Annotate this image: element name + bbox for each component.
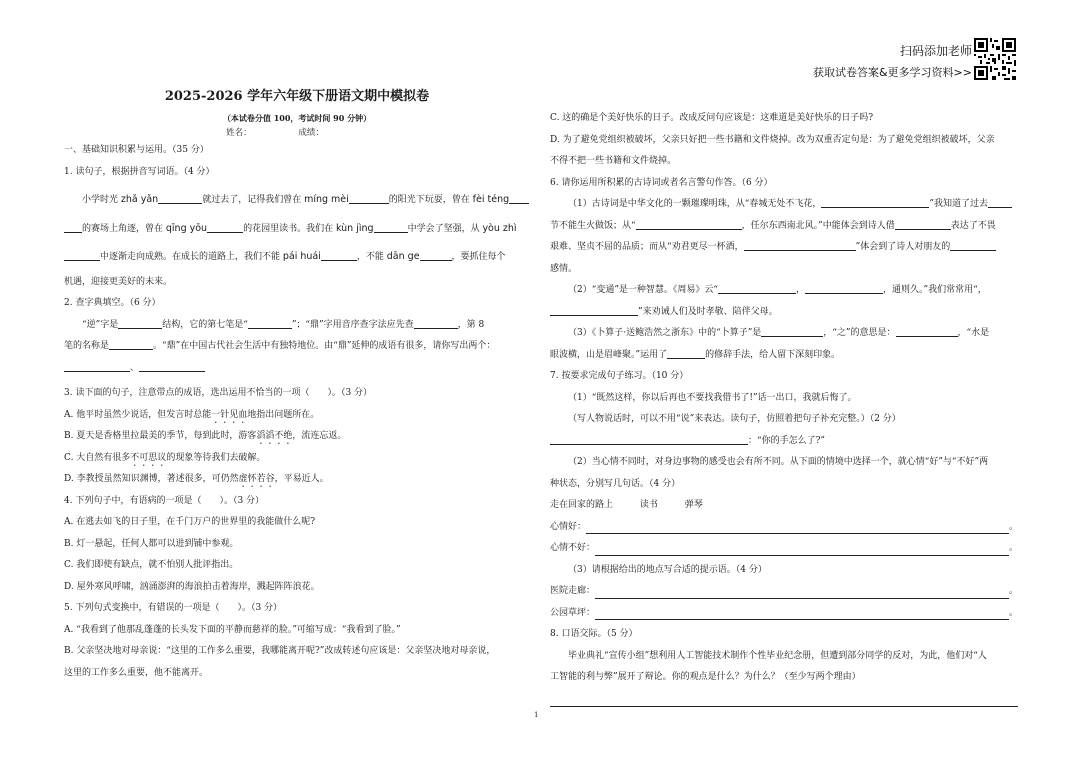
name-score-row (64, 126, 530, 140)
blank-idiom-2[interactable] (139, 360, 205, 372)
q8-answer-line[interactable] (550, 695, 1018, 707)
q5-option-a: A. “我看到了他那乱蓬蓬的长头发下面的平静而慈祥的脸。”可缩写成：“我看到了脸。” (64, 624, 401, 635)
q6-text: 节不能生火做饭；从“ (550, 220, 636, 231)
q4-option-c: C. 我们即使有缺点，就不怕别人批评指出。 (64, 560, 239, 570)
blank-poem-2[interactable] (636, 218, 742, 230)
end-mark: 。 (1008, 607, 1018, 618)
q2-stem: 2. 查字典填空。（6 分） (64, 298, 161, 308)
q6-line-5 (550, 280, 1018, 302)
q6-text: ， (796, 285, 806, 295)
q2-line-2 (64, 336, 530, 358)
park-input[interactable] (595, 607, 1009, 620)
q1-stem: 1. 读句子，根据拼音写词语。（4 分） (64, 166, 215, 177)
q4-option-a: A. 在逃去如飞的日子里，在千门万户的世界里的我能做什么呢? (64, 517, 316, 527)
park-row[interactable] (550, 603, 1018, 625)
q6-text: 表达了不畏 (950, 220, 996, 231)
q3-dotted-idiom: 一针见血 (211, 409, 248, 420)
q6-text: ”来劝诫人们及时孝敬、陪伴父母。 (638, 306, 778, 317)
pinyin-4: qīng yōu (165, 222, 208, 234)
q1-text: 就过去了，记得我们曾在 (202, 195, 305, 205)
q6-line-4: 感情。 (550, 263, 578, 274)
q7-line-4: （2）当心情不同时，对身边事物的感受也会有所不同。从下面的情境中选择一个，就心情“好”与“不好”两 (568, 457, 989, 467)
end-mark: 。 (1008, 521, 1018, 532)
blank-festival[interactable] (988, 196, 1012, 208)
q6-text: ，“之”的意思是： (823, 328, 896, 338)
q5-option-c: C. 这的确是个美好快乐的日子。改成反问句应该是：这难道是美好快乐的日子吗? (550, 113, 874, 123)
q3-stem: 3. 读下面的句子，注意带点的成语，选出运用不恰当的一项（ ）。（3 分） (64, 388, 373, 398)
blank-zhouyi-2[interactable] (805, 282, 883, 294)
q3-text: ，平易近人。 (274, 474, 329, 484)
hospital-row[interactable] (550, 581, 1018, 603)
mood-good-row[interactable] (550, 517, 1018, 539)
q6-line-7 (550, 323, 1018, 345)
end-mark: 。 (1008, 543, 1018, 553)
q2-text: ，第 8 (457, 319, 485, 330)
hospital-input[interactable] (595, 586, 1009, 599)
blank-feeling[interactable] (950, 239, 996, 251)
q7-line-5: 种状态，分别写几句话。（4 分） (550, 478, 681, 489)
q2-line-1 (64, 315, 530, 337)
q6-stem: 6. 请你运用所积累的古诗词或者名言警句作答。（6 分） (550, 177, 773, 188)
score-label: 成绩： (298, 128, 324, 138)
q3-text: ，流连忘返。 (292, 431, 347, 441)
q2-text: “逆”字是 (82, 319, 119, 330)
q5-option-d-cont: 不得不把一些书籍和文件烧掉。 (550, 156, 677, 166)
blank-stroke[interactable] (248, 317, 292, 329)
q3-text: 的现象等待我们去破解。 (166, 452, 266, 463)
mood-bad-row[interactable] (550, 538, 1018, 560)
q3-text: D. 李教授虽然知识渊博，著述很多，可仍然 (64, 474, 239, 484)
blank-cipai[interactable] (761, 325, 823, 337)
q1-text: ，要抓住每个 (451, 252, 506, 262)
q6-text: （2）“变通”是一种智慧。《周易》云“ (568, 285, 719, 295)
pinyin-8: dān ge (386, 251, 420, 262)
exam-subtitle: （本试卷分值 100，考试时间 90 分钟） (222, 113, 372, 123)
q6-line-3 (550, 237, 1018, 259)
q4-option-d: D. 屋外寒风呼啸，汹涌澎湃的海浪拍击着海岸，溅起阵阵浪花。 (64, 581, 320, 592)
blank-stroke-name[interactable] (109, 338, 153, 350)
q6-text: 眼波横，山是眉峰聚。”运用了 (550, 349, 668, 360)
q7-options (550, 495, 1018, 517)
park-label: 公园草坪： (550, 607, 596, 618)
end-mark: 。 (1008, 586, 1018, 596)
blank-rhetoric[interactable] (667, 347, 705, 359)
q5-option-d: D. 为了避免党组织被破坏，父亲只好把一些书籍和文件烧掉。改为双重否定句是：为了避免党组织被破坏，父亲 (550, 134, 995, 145)
q7-line-1: （1）“既然这样，你以后再也不要找我借书了!”话一出口，我就后悔了。 (568, 392, 857, 403)
q3-text: A. 他平时虽然少说话，但发言时总能 (64, 409, 212, 420)
blank-zhouyi-1[interactable] (718, 282, 796, 294)
promo-text (813, 40, 972, 84)
blank-structure[interactable] (118, 317, 162, 329)
q8-line-1: 毕业典礼“宣传小组”想利用人工智能技术制作个性毕业纪念册，但遭到部分同学的反对，为此，他们对“人 (568, 650, 987, 661)
q3-dotted-idiom: 滔滔不绝 (256, 431, 293, 441)
section-1-heading: 一、基础知识积累与运用。（35 分） (64, 145, 209, 155)
q3-text: B. 夏天是香格里拉最美的季节，每到此时，游客 (64, 431, 257, 441)
q6-line-6 (550, 302, 1018, 324)
blank-object[interactable] (895, 218, 951, 230)
q2-text: 、 (130, 362, 140, 373)
q1-text: 的阳光下玩耍，曾在 (388, 195, 473, 205)
q1-text: 中逐渐走向成熟。在成长的道路上，我们不能 (100, 252, 283, 262)
q6-text: ，通则久。”我们常常用“， (883, 285, 987, 295)
qr-code-icon[interactable] (974, 38, 1016, 80)
q7-line-2: （写人物说话时，可以不用“说”来表达。读句子，仿照着把句子补充完整。）（2 分） (568, 414, 901, 424)
q1-text: 的赛场上角逐，曾在 (82, 223, 166, 234)
promo-line-2: 获取试卷答案&更多学习资料>> (812, 66, 972, 79)
q1-text: 的花园里读书。我们在 (243, 223, 336, 234)
q2-text: 。“鼎”在中国古代社会生活中有独特地位。由“鼎”延伸的成语有很多，请你写出两个： (153, 341, 496, 351)
blank-pinyin-5[interactable] (374, 221, 408, 233)
q6-text: ，任尔东西南北风。”中能体会到诗人借 (741, 220, 895, 231)
blank-pinyin-2[interactable] (349, 192, 389, 204)
q3-option-c (64, 448, 530, 470)
q3-option-d (64, 469, 530, 491)
mood-good-input[interactable] (586, 521, 1009, 534)
pinyin-6: yòu zhì (482, 222, 517, 234)
q1-line-3 (64, 246, 530, 269)
blank-poem-3[interactable] (744, 239, 856, 251)
blank-poem-1[interactable] (821, 196, 929, 208)
hospital-label: 医院走廊： (550, 586, 596, 596)
q5-stem: 5. 下列句式变换中，有错误的一项是（ ）。（3 分） (64, 603, 283, 613)
q8-stem: 8. 口语交际。（5 分） (550, 629, 638, 639)
blank-index[interactable] (414, 317, 458, 329)
blank-pinyin-8[interactable] (420, 249, 452, 261)
page-number: 1 (534, 711, 539, 719)
q6-text: 的修辞手法，给人留下深刻印象。 (705, 349, 841, 360)
q7-line-6: （3）请根据给出的地点写合适的提示语。（4 分） (568, 564, 767, 575)
q6-text: ”我知道了过去 (929, 199, 988, 209)
q1-text: 中学会了坚强，从 (407, 223, 483, 234)
q2-text: ”；“鼎”字用音序查字法应先查 (291, 319, 414, 330)
q6-line-2 (550, 216, 1018, 238)
q1-line-2 (64, 218, 530, 241)
blank-saying[interactable] (550, 304, 638, 316)
q5-option-b-cont: 这里的工作多么重要，他不能离开。 (64, 667, 209, 678)
q4-stem: 4. 下列句子中，有语病的一项是（ ）。（3 分） (64, 495, 265, 506)
scenario-option-1: 走在回家的路上 (550, 500, 614, 510)
q1-line-4: 机遇，迎接更美好的未来。 (64, 276, 173, 287)
blank-pinyin-4[interactable] (207, 221, 243, 233)
pinyin-3: fèi téng (472, 194, 510, 205)
q3-text: C. 大自然有很多 (64, 452, 131, 463)
right-column (550, 108, 1018, 707)
q1-line-1 (64, 189, 530, 212)
blank-pinyin-1[interactable] (158, 192, 202, 204)
blank-pinyin-3-cont[interactable] (64, 221, 82, 233)
q1-text: ，不能 (356, 252, 387, 262)
name-label: 姓名： (226, 128, 252, 138)
mood-bad-input[interactable] (595, 543, 1009, 556)
q3-dotted-idiom: 虚怀若谷 (238, 474, 275, 484)
q2-line-3 (64, 358, 530, 380)
blank-pinyin-7[interactable] (321, 249, 357, 261)
q6-text: ”体会到了诗人对朋友的 (855, 242, 951, 252)
q4-option-b: B. 灯一悬起，任何人都可以进到铺中参观。 (64, 538, 239, 549)
q1-text: 小学时光 (82, 195, 121, 205)
q7-text: ：“你的手怎么了?” (748, 435, 826, 446)
q2-text: 结构，它的第七笔是“ (162, 319, 248, 330)
q6-text: （3）《卜算子·送鲍浩然之浙东》中的“卜算子”是 (568, 328, 762, 338)
q6-text: ，“水是 (957, 328, 990, 338)
q7-stem: 7. 按要求完成句子练习。（10 分） (550, 371, 689, 381)
q6-text: 艰难、坚贞不屈的品质；而从“劝君更尽一杯酒， (550, 242, 744, 252)
blank-idiom-1[interactable] (64, 360, 130, 372)
pinyin-1: zhǎ yǎn (120, 194, 159, 205)
pinyin-5: kùn jìng (335, 222, 374, 234)
blank-imitate-sentence[interactable] (550, 433, 748, 445)
q5-option-b: B. 父亲坚决地对母亲说：“这里的工作多么重要，我哪能离开呢?”改成转述句应该是：父亲坚决地对母亲说， (64, 646, 496, 656)
pinyin-2: míng mèi (304, 194, 349, 205)
q3-option-a (64, 405, 530, 427)
blank-pinyin-6[interactable] (64, 249, 100, 261)
q3-dotted-idiom: 不可思议 (130, 452, 167, 463)
scenario-option-3: 弹琴 (684, 500, 703, 510)
blank-zhi-meaning[interactable] (896, 325, 958, 337)
q2-text: 笔的名称是 (64, 341, 110, 351)
blank-pinyin-3[interactable] (509, 192, 529, 204)
scenario-option-2: 读书 (639, 500, 658, 510)
q3-text: 地指出问题所在。 (247, 409, 320, 420)
q7-line-3 (550, 431, 1018, 453)
q6-line-1 (550, 194, 1018, 216)
left-column (64, 84, 530, 684)
exam-title: 2025-2026 学年六年级下册语文期中模拟卷 (164, 89, 430, 104)
promo-line-1: 扫码添加老师 (899, 44, 972, 58)
mood-bad-label: 心情不好： (550, 543, 596, 553)
q6-text: （1）古诗词是中华文化的一颗璀璨明珠，从“春城无处不飞花， (568, 199, 822, 209)
pinyin-7: pái huái (282, 251, 321, 262)
q6-line-8 (550, 345, 1018, 367)
q3-option-b (64, 426, 530, 448)
q8-line-2: 工智能的利与弊”展开了辩论。你的观点是什么？为什么？（至少写两个理由） (550, 672, 861, 682)
mood-good-label: 心情好： (550, 521, 587, 532)
